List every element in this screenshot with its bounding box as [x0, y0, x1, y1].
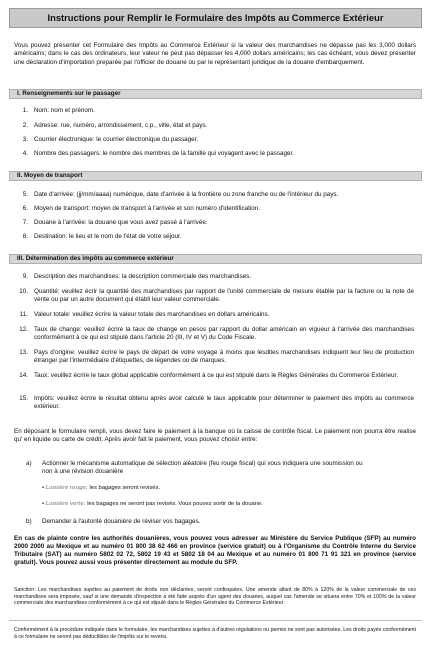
- sanction-note: Sanction: Les marchandises sujettes au paiement de droits non déclarées, seront confisquées. Une amende allant de 80% à 120% de la valeur commerciale de ces marchandises sera imposée, sauf si une demande d'inspection a été faite auprès d'un agent des douanes, auquel cas l'amende se situera entre 70% et 100% de la valeur commerciale des marchandises conformément à ce qui est stipulé dans le Règles Générales du Commerce Extérieur: [14, 587, 416, 607]
- bullet-green-light: • Lumière verte: les bagages ne seront pas revisés. Vous pouvez sortir de la douane.: [42, 501, 263, 507]
- conformity-note: Conformément à la procédure indiquée dans le formulaire, les marchandises sujettes à d'autres régulations ou permis ne sont pas autorisées. Les droits payés conformément à ce formulaire ne seront pas déductibles de l'impôts sur le revenu.: [14, 627, 416, 640]
- bullet-red-light: • Lumière rouge: les bagages seront revisés.: [42, 485, 161, 491]
- page-title: Instructions pour Remplir le Formulaire des Impôts au Commerce Extérieur: [9, 8, 422, 28]
- divider: [9, 620, 422, 621]
- choice-b-text: Demander à l'autorité douanière de réviser vos bagages.: [42, 518, 201, 525]
- choice-b-marker: b): [26, 518, 32, 525]
- section-header-transport: II. Moyen de transport: [9, 171, 422, 181]
- instruction-page: Instructions pour Remplir le Formulaire des Impôts au Commerce Extérieur Vous pouvez présenter cet Formulaire des Impôts au Commerce Extérieur si la valeur des marchandises ne dépasse pas les 3,000 dollars américains; dans le cas des ordinateurs, leur valeur ne peut pas dépasser les 4,000 dollars américains; les cas échéant, vous devez présenter une déclaration d'importation preparée par l'officier de douane ou par le représentant juridique de la douane d'embarquement. I. Renseignements sur le passager 1. Nom: nom et prénom. 2. Adresse: rue, numéro, arrondissement, c.p., ville, état et pays. 3. Courrier électronique: le courrier électronique du passager. 4. Nombre des passagers: le nombre des membres de la famille qui voyagent avec le passager. II. Moyen de transport 5. Date d'arrivée: (jj/mm/aaaa) numérique, date d'arrivée à la frontière ou zone franche ou de l'intérieur du pays. 6. Moyen de transport: moyen de transport à l'arrivée et son numéro d'identification. 7. Douane à l'arrivée: la douane que vous avez passé à l'arrivée. 8. Destination: le lieu et le nom de l'état de votre séjour. III. Détermination des impôts au commerce extérieur 9. Description des marchandises: la description commerciale des marchandises. 10. Quantité: veuillez écrir la quantité des marchandises par rapport de l'unité commerciale de mesure établie par la facture ou la note de vente ou par un autre document qui établi leur valeur commerciale. 11. Valeur totale: veuillez écrire la valeur totale des marchandises en dollars américains. 12. Taux de change: veuillez écrire la taux de change en pesos par rapport du dollar américain en vigueur à l'arrivée des marchandises conformément à ce qui est stipulé dans l'article 20 (III, IV et V) du Code Fiscale. 13. Pays d'origine: veuillez écrire le pays de départ de votre voyage à moins que lesdites marchandises indiquent leur lieu de production étranger par l'intermédiaire d'étiquettes, de légendes ou de marques. 14. Taux: veuillez écrire le taux global applicable conformément à ce qui est stipulé dans le Règles Générales du Commerce Extérieur. 15. Impôts: veuillez écrire le résultat obtenu après avoir calculé le taux applicable pour déterminer le paiement des impôts au commerce extérieur. En déposant le formulaire rempli, vous devez faire le paiement à la banque où la caisse de contrôle fiscal. Le paiement non pourra être realise qu' en liquide ou carte de crédit. Après avoir fait le paiement, vous pouvez choisir entre: a) Actionner le mécanisme automatique de sélection aléatoire (feu rouge fiscal) qui vous indiquera une soumission ou non à une révision douanière • Lumière rouge: les bagages seront revisés. • Lumière verte: les bagages ne seront pas revisés. Vous pouvez sortir de la douane. b) Demander à l'autorité douanière de réviser vos bagages. En cas de plainte contre les authorités douanières, vous pouvez vous adresser au Ministère du Service Publique (SFP) au numéro 2000 2000 au Mexique et au numéro 01 800 38 62 466 en province (service gratuit) ou à l'Organisme du Contrôle Interne du Service Tributaire (SAT) au numéro 5802 02 72, 5802 19 43 et 5802 18 04 au Mexique et au numéro 01 800 71 91 321 en province (service gratuit). Vous pouvez aussi vous présenter directement au module du SFP. Sanction: Les marchandises sujettes au paiement de droits non déclarées, seront confisquées. Une amende allant de 80% à 120% de la valeur commerciale de ces marchandises sera imposée, sauf si une demande d'inspection a été faite auprès d'un agent des douanes, auquel cas l'amende se situera entre 70% et 100% de la valeur commerciale des marchandises conformément à ce qui est stipulé dans le Règles Générales du Commerce Extérieur Conformément à la procédure indiquée dans le formulaire, les marchandises sujettes à d'autres régulations ou permis ne sont pas autorisées. Les droits payés conformément à ce formulaire ne seront pas déductibles de l'impôts sur le revenu.: [0, 0, 431, 670]
- section-header-taxes: III. Détermination des impôts au commerce extérieur: [9, 254, 422, 264]
- bullet-dot-icon: •: [42, 485, 46, 491]
- bullet-dot-icon: •: [42, 501, 46, 507]
- intro-paragraph: Vous pouvez présenter cet Formulaire des Impôts au Commerce Extérieur si la valeur des marchandises ne dépasse pas les 3,000 dollars américains; dans le cas des ordinateurs, leur valeur ne peut pas dépasser les 4,000 dollars américains; les cas échéant, vous devez présenter une déclaration d'importation preparée par l'officier de douane ou par le représentant juridique de la douane d'embarquement.: [14, 42, 416, 66]
- choice-a-marker: a): [26, 460, 32, 467]
- choice-a-text: Actionner le mécanisme automatique de sélection aléatoire (feu rouge fiscal) qui vous indiquera une soumission ou non à une révision douanière: [42, 460, 363, 475]
- complaint-paragraph: En cas de plainte contre les authorités douanières, vous pouvez vous adresser au Ministère du Service Publique (SFP) au numéro 2000 2000 au Mexique et au numéro 01 800 38 62 466 en province (service gratuit) ou à l'Organisme du Contrôle Interne du Service Tributaire (SAT) au numéro 5802 02 72, 5802 19 43 et 5802 18 04 au Mexique et au numéro 01 800 71 91 321 en province (service gratuit). Vous pouvez aussi vous présenter directement au module du SFP.: [14, 535, 416, 566]
- section-header-passenger: I. Renseignements sur le passager: [9, 89, 422, 99]
- payment-paragraph: En déposant le formulaire rempli, vous devez faire le paiement à la banque où la caisse de contrôle fiscal. Le paiement non pourra être realise qu' en liquide ou carte de crédit. Après avoir fait le paiement, vous pouvez choisir entre:: [14, 428, 416, 443]
